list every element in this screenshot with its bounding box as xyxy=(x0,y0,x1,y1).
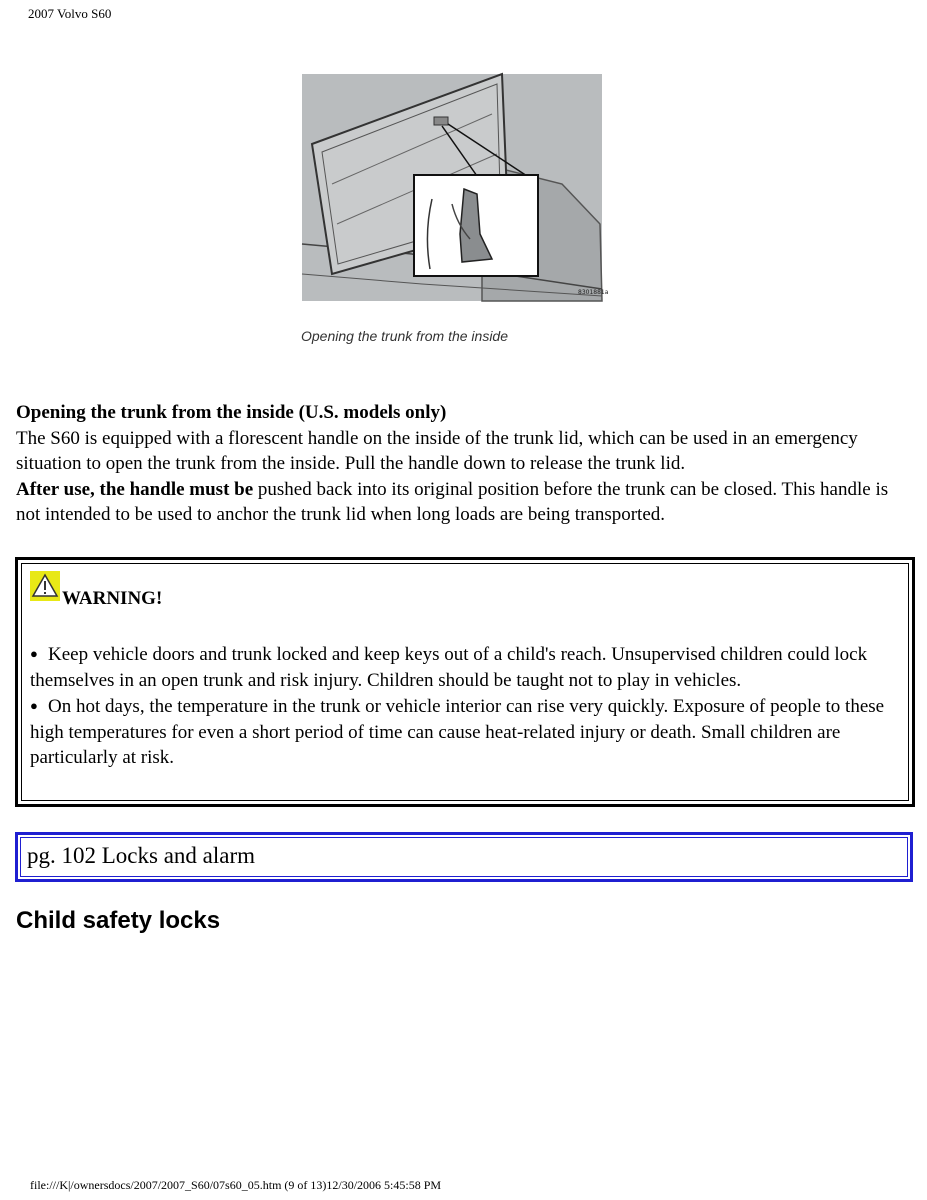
body-paragraph-2-rest: pushed back into its original position before the trunk can be closed. This handle is not intended to be used to anchor the trunk lid when long loads are being transported. xyxy=(16,478,889,525)
bullet-icon: ● xyxy=(30,698,38,713)
page-nav-box[interactable] xyxy=(15,832,913,882)
body-paragraph-2-bold: After use, the handle must be xyxy=(16,478,254,500)
footer-file-path: file:///K|/ownersdocs/2007/2007_S60/07s60_05.htm (9 of 13)12/30/2006 5:45:58 PM xyxy=(30,1178,442,1192)
body-paragraph-2 xyxy=(16,477,896,528)
document-header-title: 2007 Volvo S60 xyxy=(28,6,112,21)
warning-list xyxy=(30,641,890,771)
bullet-icon: ● xyxy=(30,646,38,661)
figure-caption: Opening the trunk from the inside xyxy=(301,328,509,344)
trunk-illustration xyxy=(302,74,609,301)
warning-title: WARNING! xyxy=(62,588,163,609)
figure-code: 8301881a xyxy=(578,289,609,296)
section-heading: Child safety locks xyxy=(16,907,221,934)
body-paragraph-1: The S60 is equipped with a florescent handle on the inside of the trunk lid, which can be used in an emergency situation to open the trunk from the inside. Pull the handle down to release the trunk lid. xyxy=(16,427,858,474)
page-nav-label[interactable]: pg. 102 Locks and alarm xyxy=(20,837,908,877)
body-heading: Opening the trunk from the inside (U.S. models only) xyxy=(16,402,447,423)
body-section xyxy=(16,400,896,528)
warning-item: ● Keep vehicle doors and trunk locked and keep keys out of a child's reach. Unsupervised children could lock themselves in an open trunk and risk injury. Children should be taught not to play in vehicles. xyxy=(30,641,890,693)
warning-box xyxy=(15,557,915,807)
warning-item: ● On hot days, the temperature in the trunk or vehicle interior can rise very quickly. Exposure of people to these high temperatures for even a short period of time can cause heat-related injury or death. Small children are particularly at risk. xyxy=(30,693,890,771)
warning-triangle-icon xyxy=(30,571,60,601)
